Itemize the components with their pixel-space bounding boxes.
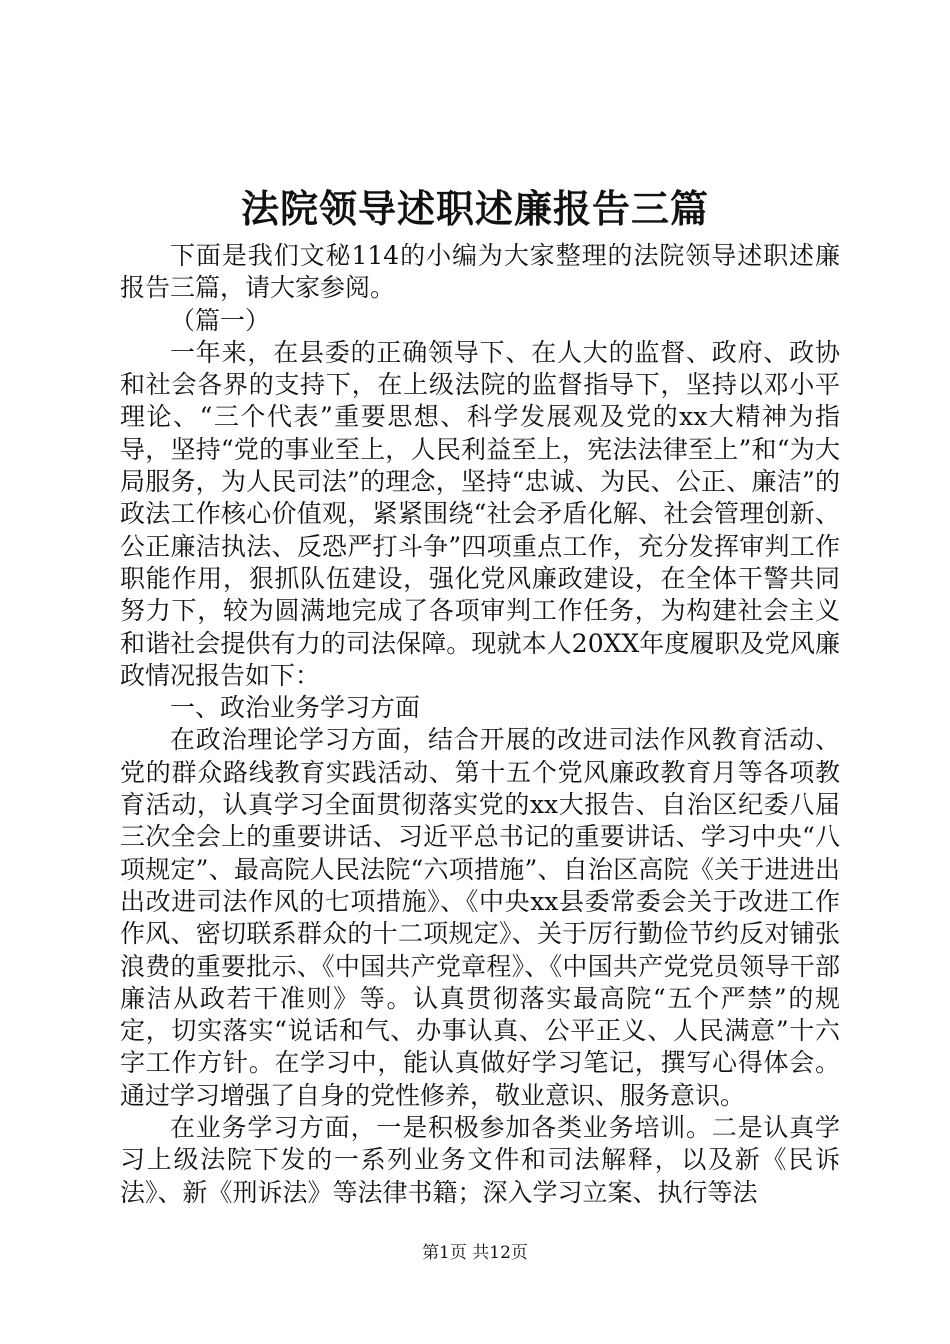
intro-paragraph: 下面是我们文秘114的小编为大家整理的法院领导述职述廉报告三篇，请大家参阅。	[120, 241, 840, 303]
document-title: 法院领导述职述廉报告三篇	[240, 186, 709, 231]
body-paragraph: 一年来，在县委的正确领导下、在人大的监督、政府、政协和社会各界的支持下，在上级法院的监督指导下，坚持以邓小平理论、“三个代表”重要思想、科学发展观及党的xx大精神为指导，坚持“党的事业至上，人民利益至上，宪法法律至上”和“为大局服务，为人民司法”的理念，坚持“忠诚、为民、公正、廉洁”的政法工作核心价值观，紧紧围绕“社会矛盾化解、社会管理创新、公正廉洁执法、反恐严打斗争”四项重点工作，充分发挥审判工作职能作用，狠抓队伍建设，强化党风廉政建设，在全体干警共同努力下，较为圆满地完成了各项审判工作任务，为构建社会主义和谐社会提供有力的司法保障。现就本人20XX年度履职及党风廉政情况报告如下：	[120, 337, 840, 690]
document-body	[120, 240, 840, 1209]
body-paragraph: 在政治理论学习方面，结合开展的改进司法作风教育活动、党的群众路线教育实践活动、第十五个党风廉政教育月等各项教育活动，认真学习全面贯彻落实党的xx大报告、自治区纪委八届三次全会上的重要讲话、习近平总书记的重要讲话、学习中央“八项规定”、最高院人民法院“六项措施”、自治区高院《关于进进出出改进司法作风的七项措施》、《中央xx县委常委会关于改进工作作风、密切联系群众的十二项规定》、关于厉行勤俭节约反对铺张浪费的重要批示、《中国共产党章程》、《中国共产党党员领导干部廉洁从政若干准则》等。认真贯彻落实最高院“五个严禁”的规定，切实落实“说话和气、办事认真、公平正义、人民满意”十六字工作方针。在学习中，能认真做好学习笔记，撰写心得体会。通过学习增强了自身的党性修养，敬业意识、服务意识。	[120, 725, 840, 1110]
page-footer: 第1页 共12页	[422, 1243, 528, 1263]
section-label: （篇一）	[170, 305, 271, 335]
section-heading: 一、政治业务学习方面	[170, 693, 421, 723]
body-paragraph: 在业务学习方面，一是积极参加各类业务培训。二是认真学习上级法院下发的一系列业务文件和司法解释，以及新《民诉法》、新《刑诉法》等法律书籍；深入学习立案、执行等法	[120, 1113, 840, 1207]
